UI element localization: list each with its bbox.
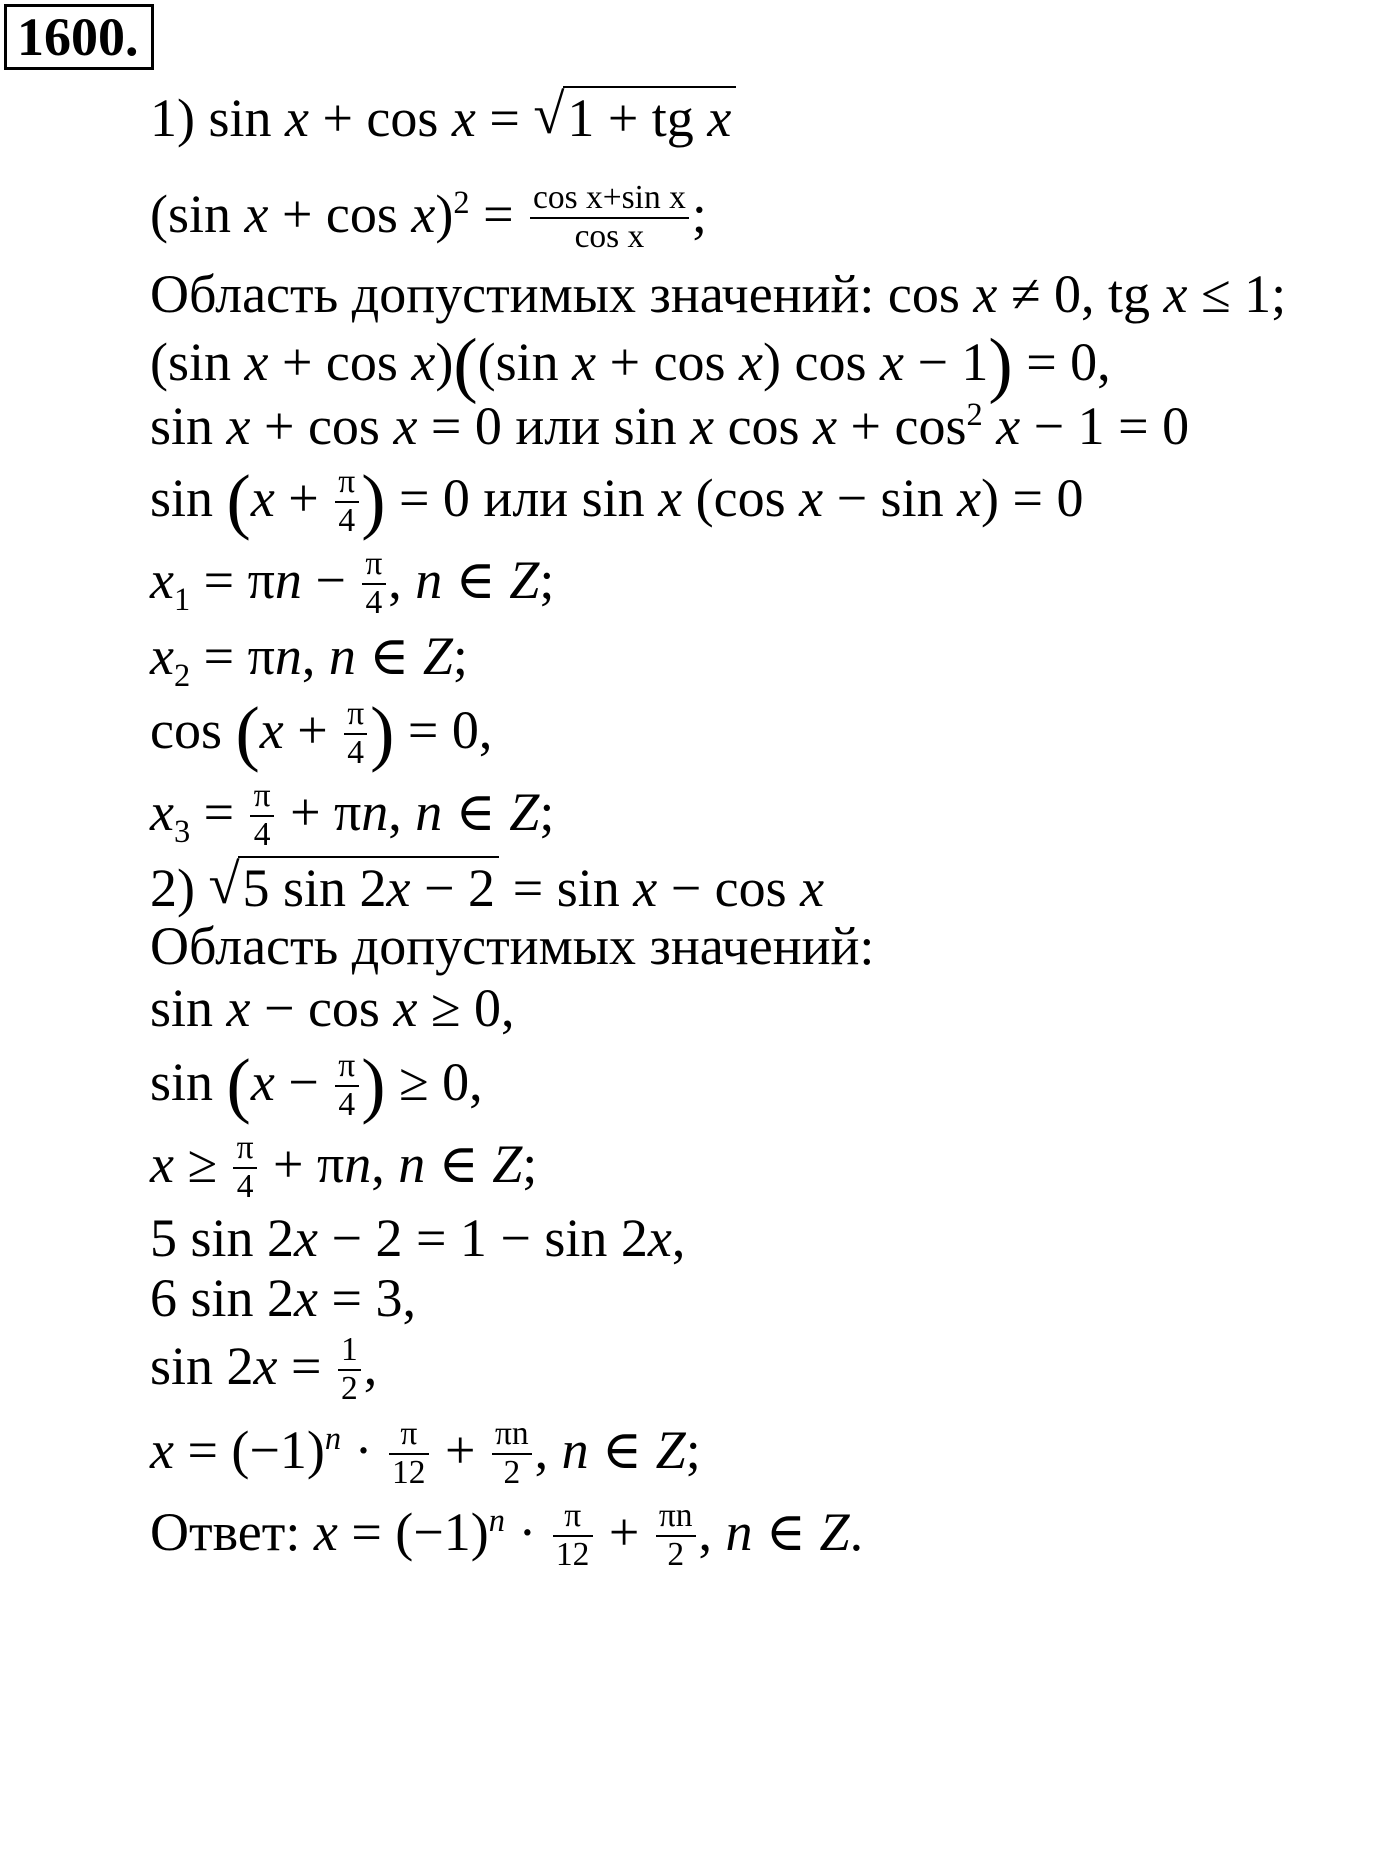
fraction: $\frac{\pi}{4}$ [344,696,368,772]
fraction: $\frac{\pi}{4}$ [362,546,386,622]
line-2: (sin x + cos x)$^2$ = $\frac{\text{cos x+sin x}}{\text{cos x}}$ ; [150,179,707,256]
line-14: sin (x − $\frac{\pi}{4}$ ) ≥ 0, [150,1043,483,1125]
line-12: Область допустимых значений: [150,916,875,976]
fraction: $\frac{\pi}{12}$ [553,1498,593,1574]
line-6: sin (x + $\frac{\pi}{4}$ ) = 0 или sin x (cos x − sin x) = 0 [150,459,1084,541]
fraction: $\frac{\pi}{4}$ [250,778,274,854]
line-16: 5 sin 2x − 2 = 1 − sin 2x, [150,1208,686,1268]
sqrt-expression: √ 1 + tg x [533,86,735,150]
fraction: $\frac{\pi}{4}$ [335,464,359,540]
problem-number: 1600. [4,4,154,70]
sqrt-expression: √ 5 sin 2x − 2 [208,856,499,920]
line-13: sin x − cos x ≥ 0, [150,978,515,1038]
fraction: $\frac{\pi n}{2}$ [656,1498,696,1574]
line-15: x ≥ $\frac{\pi}{4}$ + πn, n ∈ Z; [150,1129,538,1206]
line-11: 2) √ 5 sin 2x − 2 = sin x − cos x [150,856,824,920]
line-9: cos (x + $\frac{\pi}{4}$ ) = 0, [150,691,493,773]
line-8: $x_2 = \pi n$, n ∈ Z; [150,626,468,694]
line-3: Область допустимых значений: cos x ≠ 0, tg x ≤ 1; [150,264,1287,324]
fraction: $\frac{1}{2}$ [338,1332,361,1408]
fraction: $\frac{\pi}{4}$ [335,1048,359,1124]
fraction: $\frac{\pi}{4}$ [233,1130,257,1206]
line-10: $x_3$ = $\frac{\pi}{4}$ + πn, n ∈ Z; [150,777,555,854]
line-1: 1) sin x + cos x = √ 1 + tg x [150,86,736,150]
line-5: sin x + cos x = 0 или sin x $\cos x + \cos^2 x - 1 = 0$ [150,396,1190,456]
line-20-answer: Ответ: $x = (-1)^n$ · $\frac{\pi}{12}$ + $\frac{\pi n}{2}$ , n ∈ Z. [150,1497,864,1574]
line-4: (sin x + cos x)((sin x + cos x) cos x − 1) = 0, [150,323,1111,405]
fraction: $\frac{\pi}{12}$ [389,1416,429,1492]
line-7: $x_1 = \pi n$ − $\frac{\pi}{4}$ , n ∈ Z; [150,545,555,622]
fraction: $\frac{\pi n}{2}$ [492,1416,532,1492]
line-17: 6 sin 2x = 3, [150,1268,416,1328]
line-18: sin 2x = $\frac{1}{2}$ , [150,1331,378,1408]
line-19: $x = (-1)^n$ · $\frac{\pi}{12}$ + $\frac{\pi n}{2}$ , n ∈ Z; [150,1415,701,1492]
fraction: $\frac{\text{cos x+sin x}}{\text{cos x}}$ [530,180,689,256]
